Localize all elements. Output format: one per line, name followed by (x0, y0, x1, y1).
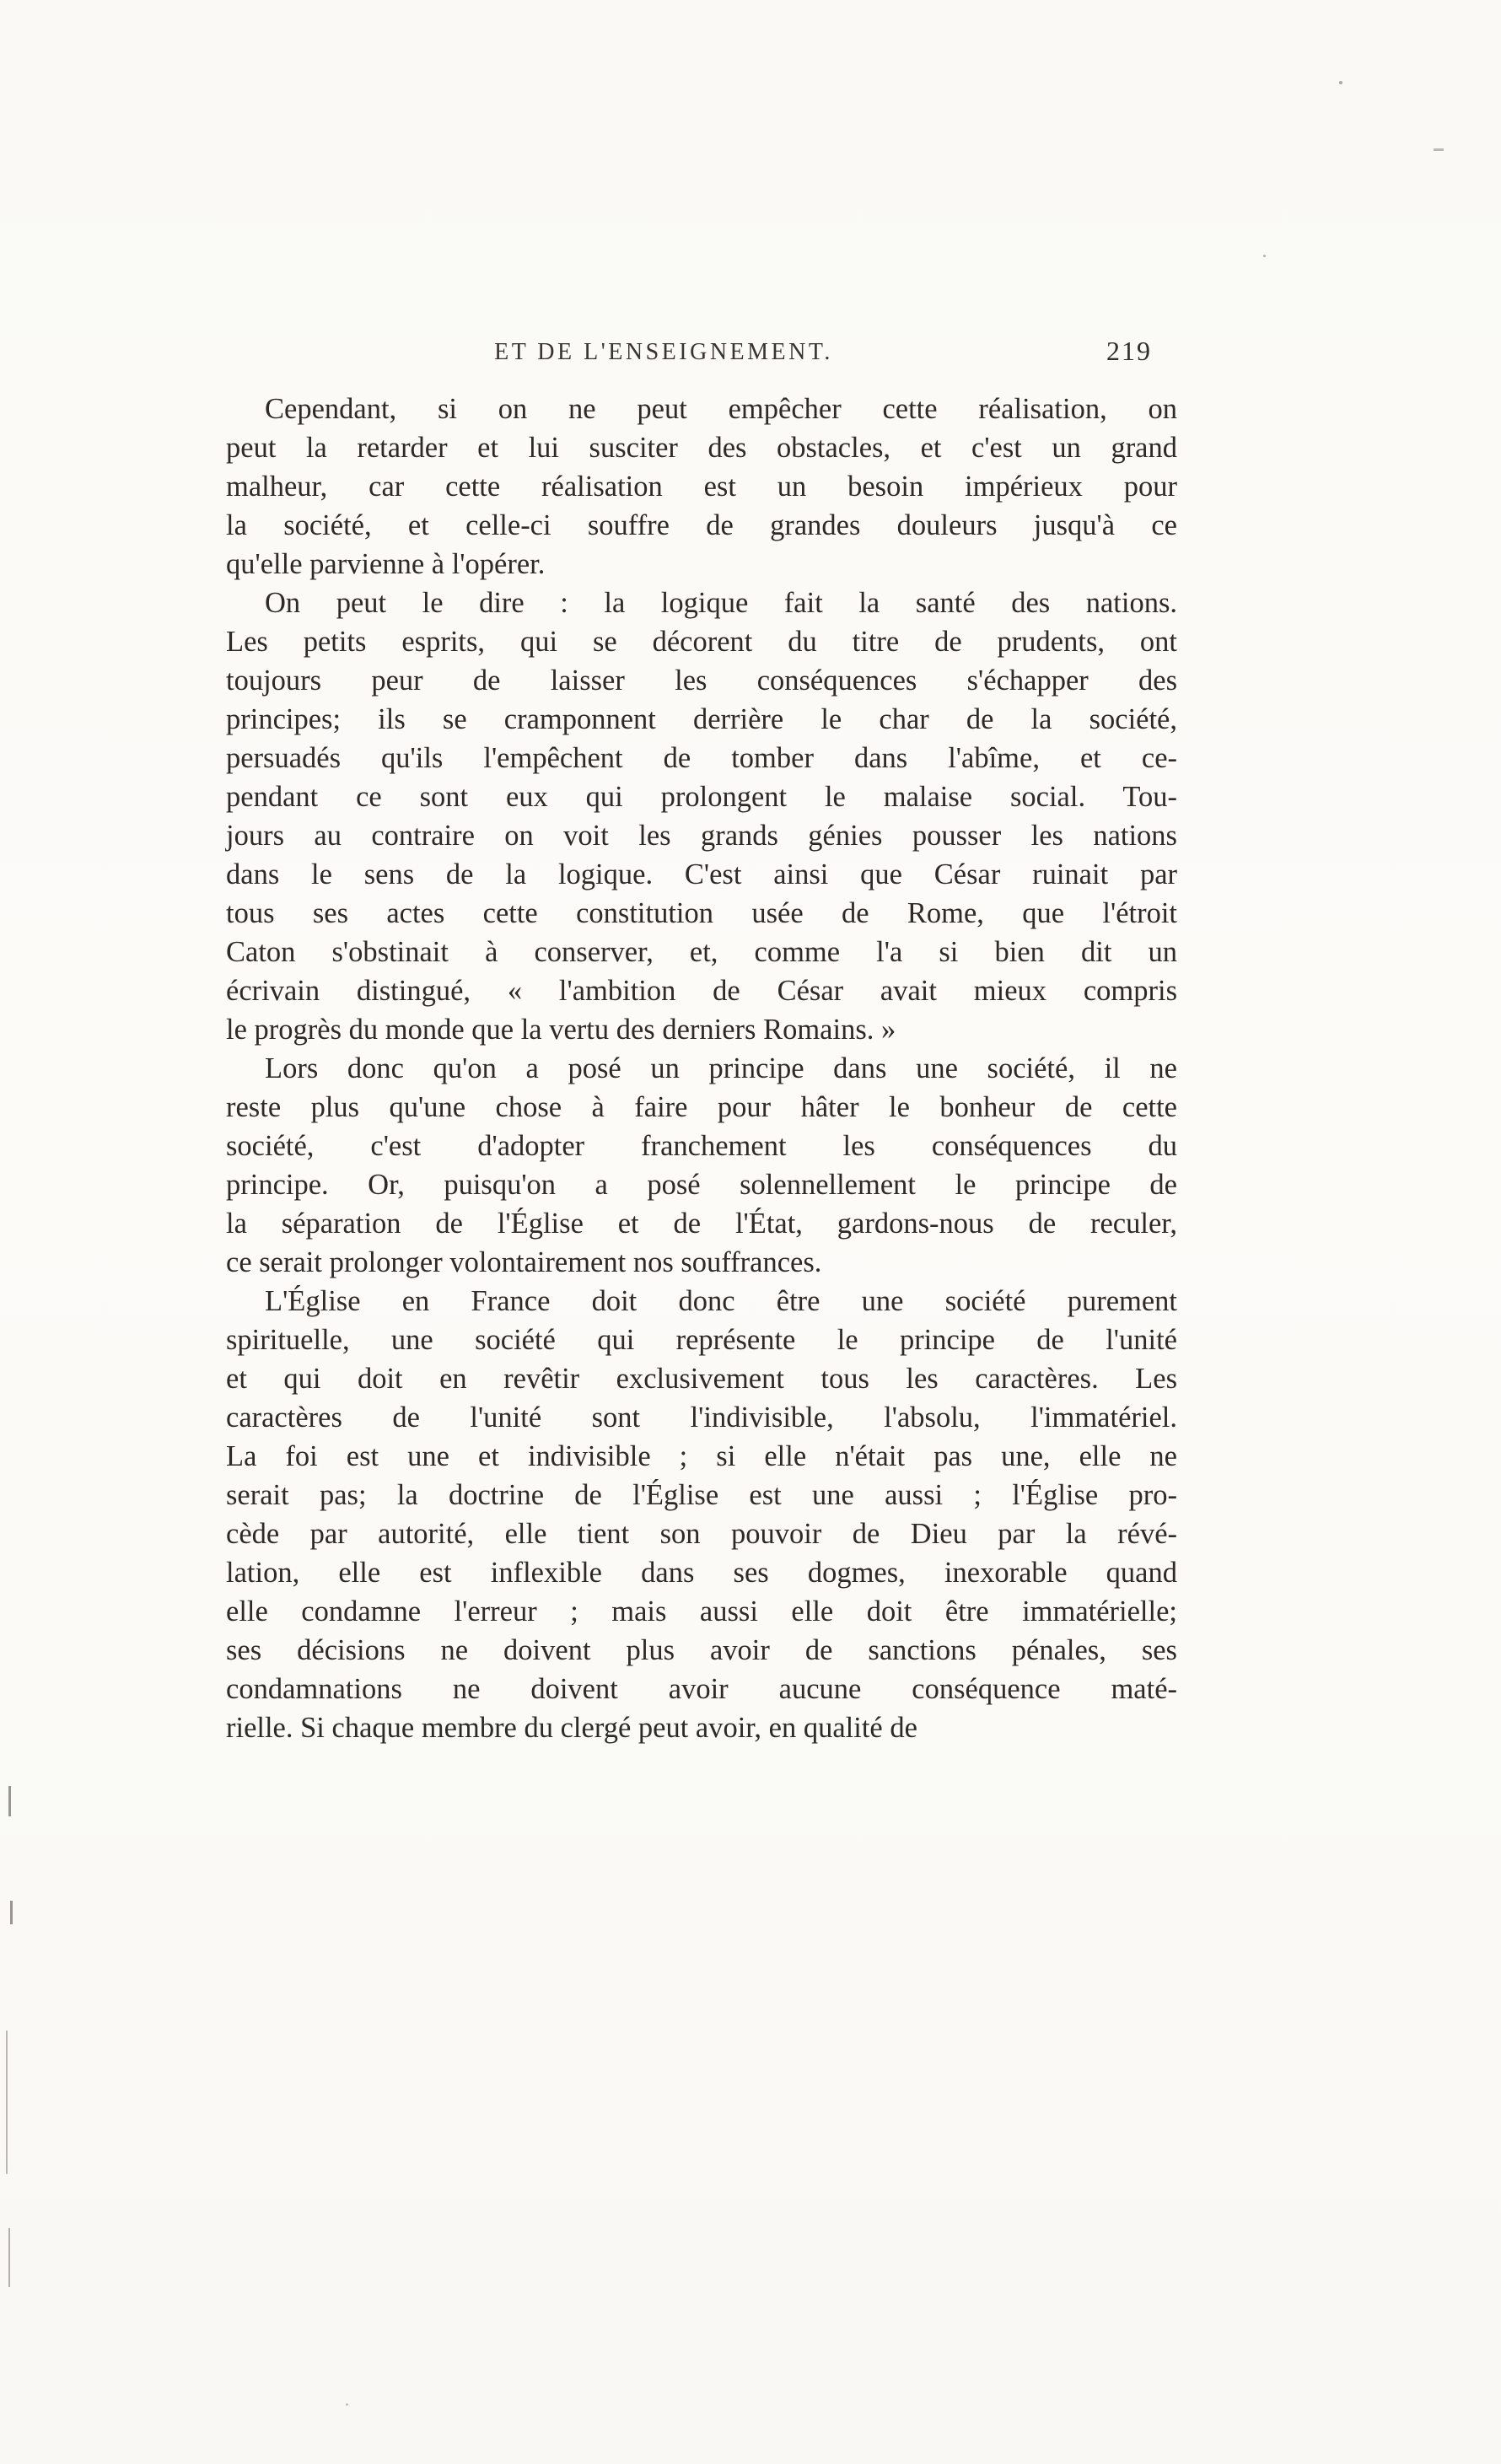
text-line: toujours peur de laisser les conséquences s'échapper des (226, 664, 1177, 697)
text-line: pendant ce sont eux qui prolongent le malaise social. Tou- (226, 781, 1177, 813)
text-line: elle condamne l'erreur ; mais aussi elle doit être immatérielle; (226, 1595, 1177, 1627)
text-line: principe. Or, puisqu'on a posé solennellement le principe de (226, 1169, 1177, 1201)
text-line: cède par autorité, elle tient son pouvoir de Dieu par la révé- (226, 1518, 1177, 1550)
scan-artifact (8, 2228, 10, 2287)
text-line: Lors donc qu'on a posé un principe dans une société, il ne (265, 1052, 1177, 1084)
text-line: ses décisions ne doivent plus avoir de sanctions pénales, ses (226, 1634, 1177, 1666)
scan-artifact (1339, 81, 1342, 84)
scan-artifact (346, 2403, 348, 2406)
paragraph (226, 1049, 1177, 1282)
text-line: malheur, car cette réalisation est un besoin impérieux pour (226, 471, 1177, 503)
text-line: lation, elle est inflexible dans ses dogmes, inexorable quand (226, 1557, 1177, 1589)
text-line: principes; ils se cramponnent derrière le char de la société, (226, 703, 1177, 735)
text-line: société, c'est d'adopter franchement les conséquences du (226, 1130, 1177, 1162)
text-line: écrivain distingué, « l'ambition de César avait mieux compris (226, 975, 1177, 1007)
text-line: persuadés qu'ils l'empêchent de tomber dans l'abîme, et ce- (226, 742, 1177, 774)
text-line: la société, et celle-ci souffre de grandes douleurs jusqu'à ce (226, 509, 1177, 541)
text-line: tous ses actes cette constitution usée de Rome, que l'étroit (226, 897, 1177, 929)
text-line: et qui doit en revêtir exclusivement tous les caractères. Les (226, 1363, 1177, 1395)
running-title: ET DE L'ENSEIGNEMENT. (494, 339, 833, 365)
text-line: serait pas; la doctrine de l'Église est une aussi ; l'Église pro- (226, 1479, 1177, 1511)
text-line: condamnations ne doivent avoir aucune conséquence maté- (226, 1673, 1177, 1705)
text-line: Les petits esprits, qui se décorent du titre de prudents, ont (226, 626, 1177, 658)
text-line: rielle. Si chaque membre du clergé peut avoir, en qualité de (226, 1712, 917, 1744)
text-line: On peut le dire : la logique fait la santé des nations. (265, 587, 1177, 619)
text-line: Cependant, si on ne peut empêcher cette réalisation, on (265, 393, 1177, 425)
text-line: la séparation de l'Église et de l'État, gardons-nous de reculer, (226, 1208, 1177, 1240)
text-line: jours au contraire on voit les grands génies pousser les nations (226, 820, 1177, 852)
text-line: Caton s'obstinait à conserver, et, comme l'a si bien dit un (226, 936, 1177, 968)
text-line: qu'elle parvienne à l'opérer. (226, 548, 546, 580)
scan-artifact (10, 1901, 13, 1924)
scan-artifact (1434, 148, 1444, 151)
text-line: La foi est une et indivisible ; si elle n'était pas une, elle ne (226, 1440, 1177, 1472)
text-line: ce serait prolonger volontairement nos souffrances. (226, 1246, 822, 1278)
text-line: L'Église en France doit donc être une société purement (265, 1285, 1177, 1317)
scan-artifact (6, 2031, 8, 2174)
text-line: spirituelle, une société qui représente le principe de l'unité (226, 1324, 1177, 1356)
text-line: peut la retarder et lui susciter des obstacles, et c'est un grand (226, 432, 1177, 464)
paragraph (226, 390, 1177, 584)
text-line: caractères de l'unité sont l'indivisible, l'absolu, l'immatériel. (226, 1401, 1177, 1434)
text-line: le progrès du monde que la vertu des derniers Romains. » (226, 1014, 896, 1046)
page-number: 219 (1106, 336, 1152, 366)
text-line: reste plus qu'une chose à faire pour hâter le bonheur de cette (226, 1091, 1177, 1123)
paragraph (226, 1282, 1177, 1747)
page-body (226, 390, 1177, 1747)
text-line: dans le sens de la logique. C'est ainsi que César ruinait par (226, 858, 1177, 890)
scan-artifact (8, 1786, 11, 1816)
paragraph (226, 584, 1177, 1049)
page-header (226, 336, 1177, 379)
scan-artifact (1263, 255, 1266, 257)
